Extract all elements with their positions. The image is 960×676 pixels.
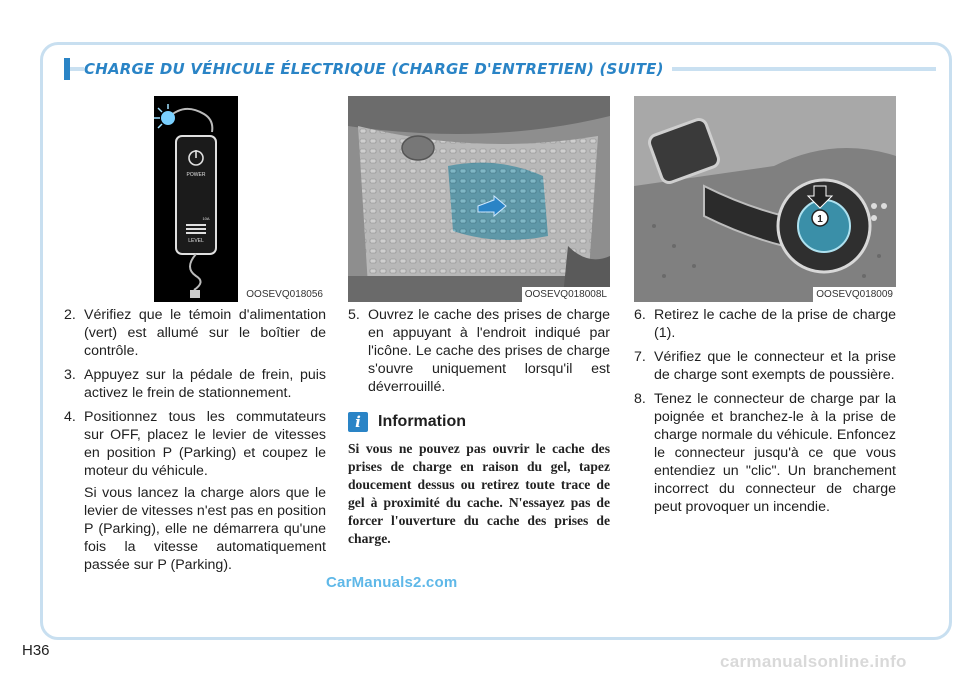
step-item <box>348 306 610 396</box>
step-item <box>64 366 326 402</box>
step-text: Appuyez sur la pédale de frein, puis activez le frein de stationnement. <box>84 367 326 401</box>
text-column-1 <box>64 306 326 574</box>
step-number: 6. <box>634 307 646 323</box>
power-label: POWER <box>186 172 206 178</box>
charge-port-illustration <box>634 96 896 302</box>
section-title: CHARGE DU VÉHICULE ÉLECTRIQUE (CHARGE D'ENTRETIEN) (SUITE) <box>84 58 672 80</box>
step-number: 3. <box>64 367 76 383</box>
brand-logo-icon <box>402 136 434 160</box>
step-item <box>634 390 896 516</box>
info-title: Information <box>378 413 466 430</box>
step-number: 4. <box>64 409 76 425</box>
callout-number: 1 <box>817 214 823 225</box>
vehicle-front-illustration <box>348 96 610 302</box>
step-text: Retirez le cache de la prise de charge (1). <box>654 307 896 341</box>
step-item <box>634 306 896 342</box>
step-item <box>64 408 326 480</box>
figure-code: OOSEVQ018008L <box>522 287 610 302</box>
plug-icon <box>190 290 200 298</box>
figure-control-box <box>64 96 326 302</box>
step-text: Positionnez tous les commutateurs sur OFF, placez le levier de vitesses en position P (Parking) et coupez le moteur du véhicule. <box>84 409 326 479</box>
section-header <box>64 58 936 80</box>
step-note: Si vous lancez la charge alors que le levier de vitesses n'est pas en position P (Parking), elle ne démarrera qu'une fois la vitesse automatiquement passée sur P (Parking). <box>84 485 326 573</box>
figure-code: OOSEVQ018009 <box>813 287 896 302</box>
small-label: 10A <box>202 216 210 221</box>
step-item <box>64 306 326 360</box>
watermark-overlay: CarManuals2.com <box>326 574 458 591</box>
step-text: Ouvrez le cache des prises de charge en appuyant à l'endroit indiqué par l'icône. Le cache des prises de charge s'ouvre uniquement lorsqu'il est déverrouillé. <box>368 307 610 395</box>
page-number: H36 <box>22 642 50 659</box>
info-header <box>348 412 610 432</box>
step-number: 8. <box>634 391 646 407</box>
figure-charge-cover <box>348 96 610 302</box>
step-number: 7. <box>634 349 646 365</box>
control-box-illustration <box>64 96 326 302</box>
step-number: 2. <box>64 307 76 323</box>
watermark-corner: carmanualsonline.info <box>720 652 907 671</box>
power-led-icon <box>161 111 175 125</box>
level-indicators <box>186 224 206 234</box>
step-text: Vérifiez que le connecteur et la prise de charge sont exempts de poussière. <box>654 349 896 383</box>
step-item <box>634 348 896 384</box>
step-number: 5. <box>348 307 360 323</box>
text-column-3 <box>634 306 896 522</box>
figure-charge-port <box>634 96 896 302</box>
info-text: Si vous ne pouvez pas ouvrir le cache des prises de charge en raison du gel, tapez doucement dessus ou retirez toute trace de gel à proximité du cache. N'essayez pas de forcer l'ouverture du cache des prises de charge. <box>348 441 610 546</box>
figure-code: OOSEVQ018056 <box>243 287 326 302</box>
info-icon: i <box>348 412 368 432</box>
port-cap-icon <box>798 200 850 252</box>
text-column-2 <box>348 306 610 548</box>
step-text: Tenez le connecteur de charge par la poignée et branchez-le à la prise de charge normale du véhicule. Enfoncez le connecteur jusqu'à ce que vous entendiez un "clic". Un branchement incorrect du connecteur de charge peut provoquer un incendie. <box>654 391 896 515</box>
level-label: LEVEL <box>188 238 204 244</box>
step-text: Vérifiez que le témoin d'alimentation (vert) est allumé sur le boîtier de contrôle. <box>84 307 326 359</box>
